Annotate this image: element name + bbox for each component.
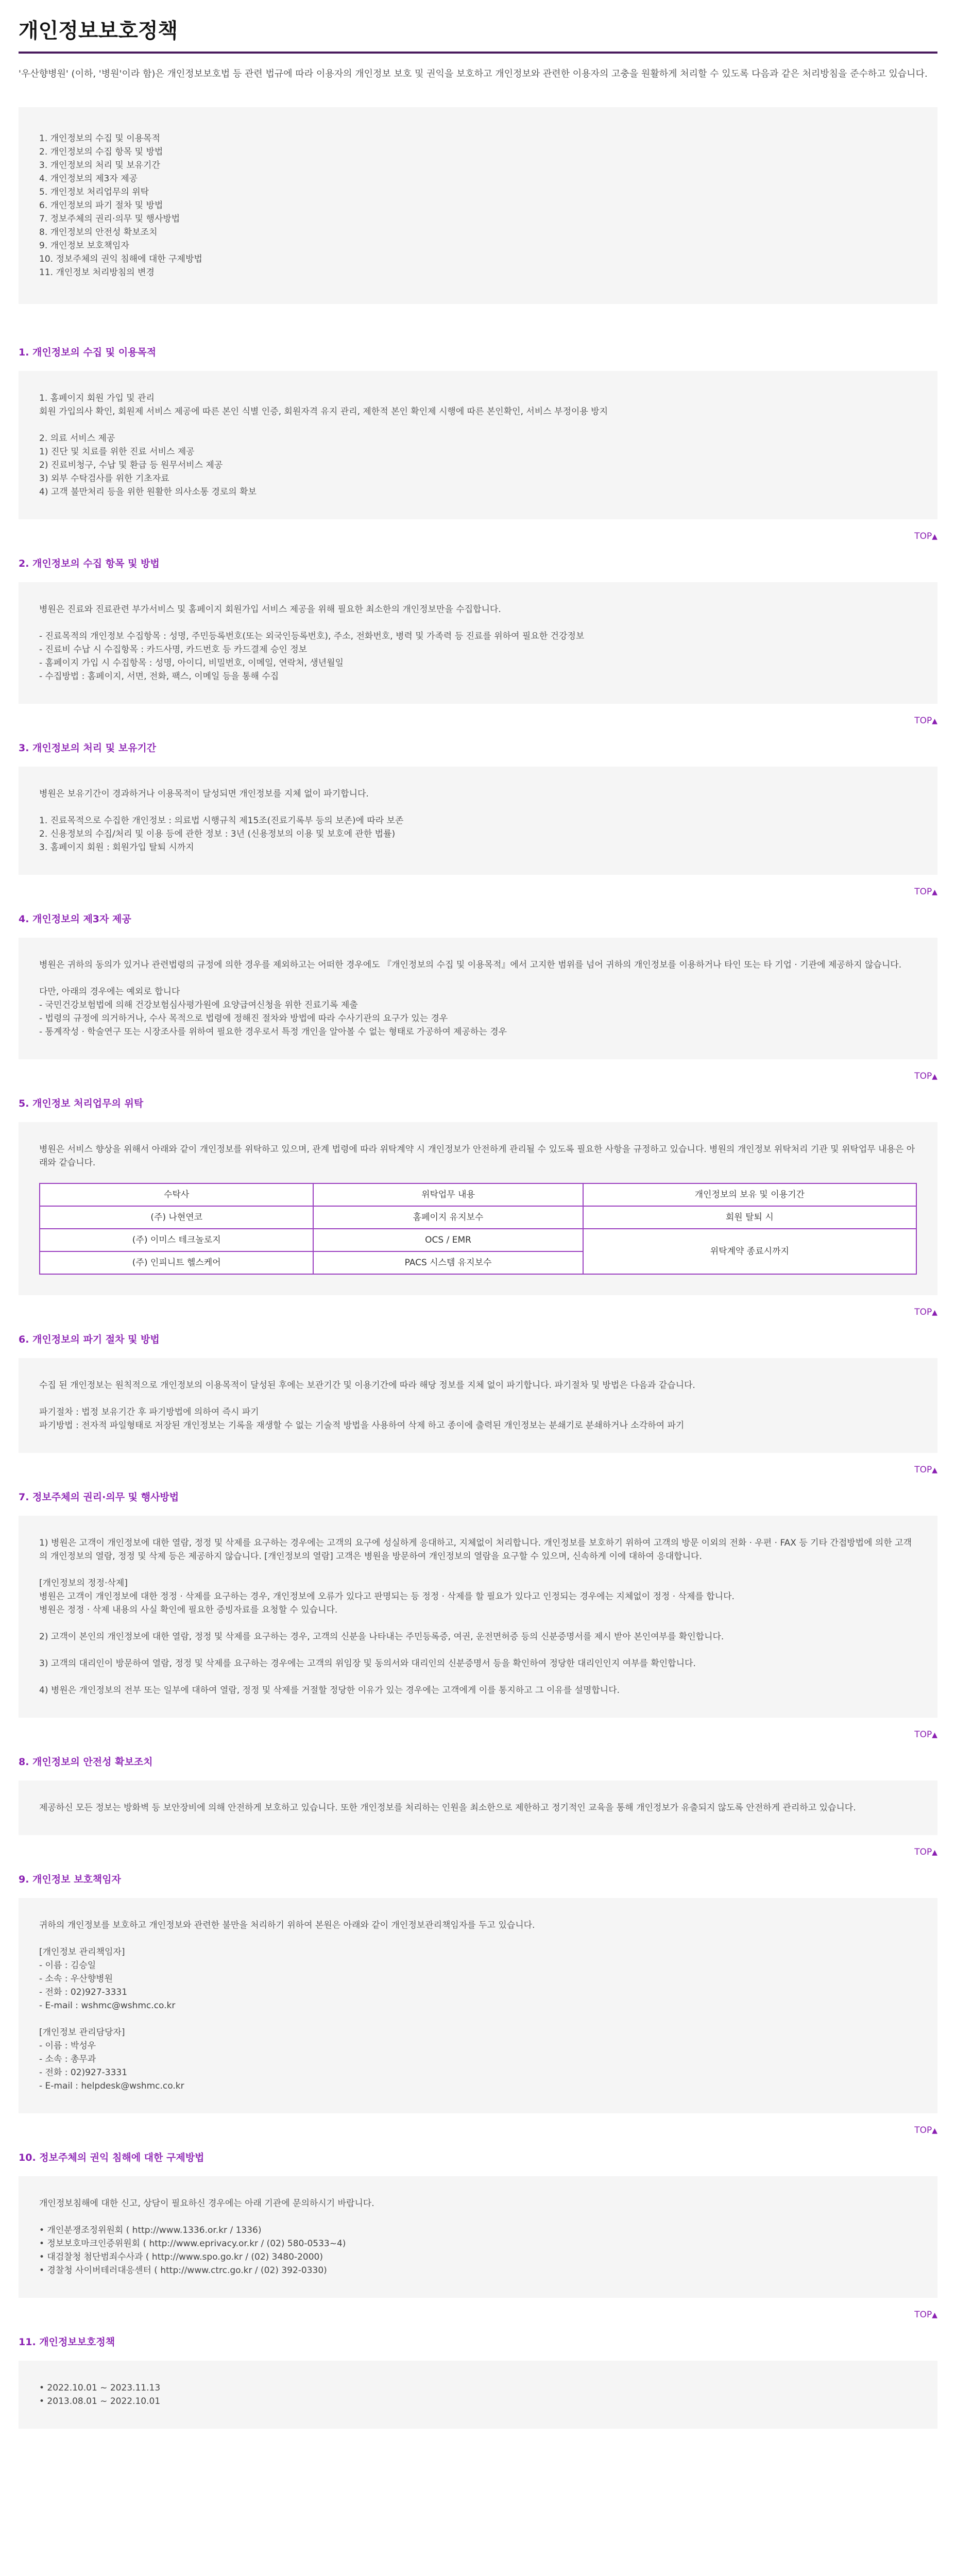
section-text-line: 2. 신용정보의 수집/처리 및 이용 등에 관한 정보 : 3년 (신용정보의 이용 및 보호에 관한 법률): [39, 829, 396, 839]
line-gap: [39, 2210, 917, 2224]
triangle-up-icon: ▲: [932, 2311, 937, 2319]
back-to-top-link[interactable]: [914, 887, 937, 897]
toc-item[interactable]: 10. 정보주체의 권익 침해에 대한 구제방법: [39, 254, 202, 264]
top-link-row: [19, 875, 937, 905]
policy-section: [19, 1332, 937, 1483]
table-row: [40, 1229, 916, 1251]
toc-item[interactable]: 5. 개인정보 처리업무의 위탁: [39, 187, 149, 197]
section-text-line: - 통계작성 · 학술연구 또는 시장조사를 위하여 필요한 경우로서 특정 개인을 알아볼 수 없는 형태로 가공하여 제공하는 경우: [39, 1027, 507, 1037]
triangle-up-icon: ▲: [932, 1309, 937, 1317]
section-body: [19, 1781, 937, 1835]
back-to-top-link[interactable]: [914, 2310, 937, 2320]
policy-section: [19, 2335, 937, 2429]
triangle-up-icon: ▲: [932, 1073, 937, 1081]
section-text-line: 병원은 보유기간이 경과하거나 이용목적이 달성되면 개인정보를 지체 없이 파기합니다.: [39, 789, 369, 799]
policy-section: [19, 345, 937, 549]
section-title: 11. 개인정보보호정책: [19, 2336, 115, 2348]
section-body: [19, 371, 937, 519]
section-text-line: - 진료비 수납 시 수집항목 : 카드사명, 카드번호 등 카드결제 승인 정보: [39, 645, 308, 655]
section-text-line: 병원은 정정 · 삭제 내용의 사실 확인에 필요한 증빙자료를 요청할 수 있습니다.: [39, 1605, 338, 1615]
policy-section: [19, 1872, 937, 2143]
policy-section: [19, 912, 937, 1089]
table-cell: 홈페이지 유지보수: [313, 1206, 583, 1229]
top-label: TOP: [914, 716, 932, 726]
section-title: 9. 개인정보 보호책임자: [19, 1874, 121, 1885]
back-to-top-link[interactable]: [914, 1465, 937, 1475]
policy-section: [19, 1490, 937, 1748]
section-body: [19, 1358, 937, 1453]
back-to-top-link[interactable]: [914, 1730, 937, 1740]
section-text-line: - 홈페이지 가입 시 수집항목 : 성명, 아이디, 비밀번호, 이메일, 연락처, 생년월일: [39, 658, 344, 668]
section-text-line: 1. 홈페이지 회원 가입 및 관리: [39, 393, 155, 403]
section-text-line: 파기절차 : 법정 보유기간 후 파기방법에 의하여 즉시 파기: [39, 1407, 259, 1417]
section-text-line: 귀하의 개인정보를 보호하고 개인정보와 관련한 불만을 처리하기 위하여 본원은 아래와 같이 개인정보관리책임자를 두고 있습니다.: [39, 1920, 535, 1930]
section-text-line: - 이름 : 김승일: [39, 1960, 96, 1971]
top-link-row: [19, 1059, 937, 1089]
line-gap: [39, 1563, 917, 1577]
section-text-line: 병원은 진료와 진료관련 부가서비스 및 홈페이지 회원가입 서비스 제공을 위해 필요한 최소한의 개인정보만을 수집합니다.: [39, 604, 501, 615]
top-label: TOP: [914, 887, 932, 897]
section-title: 6. 개인정보의 파기 절차 및 방법: [19, 1334, 160, 1345]
section-text-line: - E-mail : helpdesk@wshmc.co.kr: [39, 2081, 184, 2091]
section-text-line: 1) 진단 및 치료를 위한 진료 서비스 제공: [39, 447, 195, 457]
top-link-row: [19, 1718, 937, 1748]
section-text-line: 3) 외부 수탁검사를 위한 기초자료: [39, 473, 169, 484]
section-text-line: - 국민건강보험법에 의해 건강보험심사평가원에 요양급여신청을 위한 진료기록 제출: [39, 1000, 358, 1010]
back-to-top-link[interactable]: [914, 531, 937, 541]
top-label: TOP: [914, 1730, 932, 1740]
policy-section: [19, 2150, 937, 2328]
top-label: TOP: [914, 1307, 932, 1317]
section-text-line: • 대검찰청 첨단범죄수사과 ( http://www.spo.go.kr / (02) 3480-2000): [39, 2252, 323, 2262]
toc-item[interactable]: 8. 개인정보의 안전성 확보조치: [39, 227, 158, 238]
section-text-line: • 정보보호마크인증위원회 ( http://www.eprivacy.or.kr / (02) 580-0533~4): [39, 2239, 346, 2249]
top-link-row: [19, 1295, 937, 1325]
top-label: TOP: [914, 1071, 932, 1081]
section-body: [19, 1122, 937, 1295]
toc-item[interactable]: 4. 개인정보의 제3자 제공: [39, 174, 138, 184]
section-text-line: • 개인분쟁조정위원회 ( http://www.1336.or.kr / 1336): [39, 2225, 262, 2235]
section-text-line: - 소속 : 총무과: [39, 2054, 96, 2064]
section-text-line: 2. 의료 서비스 제공: [39, 433, 115, 444]
section-text-line: - 전화 : 02)927-3331: [39, 2067, 128, 2078]
section-text-line: [개인정보 관리책임자]: [39, 1947, 125, 1957]
top-label: TOP: [914, 2125, 932, 2136]
section-title: 10. 정보주체의 권익 침해에 대한 구제방법: [19, 2152, 204, 2163]
section-title: 2. 개인정보의 수집 항목 및 방법: [19, 558, 160, 569]
back-to-top-link[interactable]: [914, 716, 937, 726]
section-text-line: 제공하신 모든 정보는 방화벽 등 보안장비에 의해 안전하게 보호하고 있습니다. 또한 개인정보를 처리하는 인원을 최소한으로 제한하고 정기적인 교육을 통해 개인정보가 유출되지 않도록 안전하게 관리하고 있습니다.: [39, 1803, 856, 1813]
table-cell: (주) 나현연코: [40, 1206, 313, 1229]
section-title: 8. 개인정보의 안전성 확보조치: [19, 1756, 153, 1768]
table-header-cell: 위탁업무 내용: [313, 1183, 583, 1206]
triangle-up-icon: ▲: [932, 1466, 937, 1475]
section-body: [19, 1898, 937, 2113]
section-body: [19, 1516, 937, 1718]
toc-item[interactable]: 11. 개인정보 처리방침의 변경: [39, 267, 155, 278]
back-to-top-link[interactable]: [914, 1071, 937, 1081]
section-text-line: • 경찰청 사이버테러대응센터 ( http://www.ctrc.go.kr / (02) 392-0330): [39, 2265, 327, 2276]
toc-item[interactable]: 3. 개인정보의 처리 및 보유기간: [39, 160, 160, 171]
line-gap: [39, 801, 917, 814]
top-label: TOP: [914, 2310, 932, 2320]
line-gap: [39, 1617, 917, 1630]
section-title: 4. 개인정보의 제3자 제공: [19, 913, 131, 925]
section-text-line: [개인정보 관리담당자]: [39, 2027, 125, 2038]
line-gap: [39, 418, 917, 432]
line-gap: [39, 1643, 917, 1657]
line-gap: [39, 2012, 917, 2026]
section-text-line: 회원 가입의사 확인, 회원제 서비스 제공에 따른 본인 식별 인증, 회원자격 유지 관리, 제한적 본인 확인제 시행에 따른 본인확인, 서비스 부정이용 방지: [39, 406, 608, 417]
intro-text: '우산향병원' (이하, '병원'이라 함)은 개인정보보호법 등 관련 법규에 따라 이용자의 개인정보 보호 및 권익을 보호하고 개인정보와 관련한 이용자의 고충을 원활하게 처리할 수 있도록 다음과 같은 처리방침을 준수하고 있습니다.: [19, 69, 928, 79]
triangle-up-icon: ▲: [932, 533, 937, 541]
section-text-line: 1. 진료목적으로 수집한 개인정보 : 의료법 시행규칙 제15조(진료기록부 등의 보존)에 따라 보존: [39, 816, 404, 826]
table-header-row: [40, 1183, 916, 1206]
section-text-line: 3. 홈페이지 회원 : 회원가입 탈퇴 시까지: [39, 842, 194, 853]
page-title: 개인정보보호정책: [19, 19, 937, 54]
policy-section: [19, 1096, 937, 1325]
section-text-line: 다만, 아래의 경우에는 예외로 합니다: [39, 987, 180, 997]
triangle-up-icon: ▲: [932, 2127, 937, 2135]
section-body: [19, 2176, 937, 2298]
line-gap: [39, 1670, 917, 1684]
section-text-line: - 수집방법 : 홈페이지, 서면, 전화, 팩스, 이메일 등을 통해 수집: [39, 671, 279, 682]
section-text-line: 개인정보침해에 대한 신고, 상담이 필요하신 경우에는 아래 기관에 문의하시기 바랍니다.: [39, 2198, 374, 2209]
section-body: [19, 938, 937, 1059]
section-title: 1. 개인정보의 수집 및 이용목적: [19, 347, 157, 358]
outsourcing-table: [39, 1183, 917, 1275]
triangle-up-icon: ▲: [932, 1849, 937, 1857]
section-text-line: 4) 고객 불만처리 등을 위한 원활한 의사소통 경로의 확보: [39, 487, 257, 497]
section-text-line: [개인정보의 정정·삭제]: [39, 1578, 128, 1588]
table-cell: PACS 시스템 유지보수: [313, 1251, 583, 1274]
section-text-line: • 2022.10.01 ~ 2023.11.13: [39, 2383, 161, 2393]
back-to-top-link[interactable]: [914, 1307, 937, 1317]
section-text-line: 2) 진료비청구, 수납 및 환급 등 원무서비스 제공: [39, 460, 223, 470]
section-text-line: - 소속 : 우산향병원: [39, 1974, 113, 1984]
triangle-up-icon: ▲: [932, 717, 937, 725]
section-body: [19, 767, 937, 875]
table-cell: (주) 이미스 테크놀로지: [40, 1229, 313, 1251]
section-text-line: - 전화 : 02)927-3331: [39, 1987, 128, 1997]
table-cell: OCS / EMR: [313, 1229, 583, 1251]
toc-item[interactable]: 9. 개인정보 보호책임자: [39, 241, 129, 251]
table-row: [40, 1206, 916, 1229]
table-cell: 위탁계약 종료시까지: [583, 1229, 916, 1274]
section-title: 3. 개인정보의 처리 및 보유기간: [19, 742, 157, 754]
table-cell: 회원 탈퇴 시: [583, 1206, 916, 1229]
triangle-up-icon: ▲: [932, 1731, 937, 1739]
policy-section: [19, 741, 937, 905]
top-link-row: [19, 1453, 937, 1483]
line-gap: [39, 972, 917, 985]
toc-item[interactable]: 2. 개인정보의 수집 항목 및 방법: [39, 147, 163, 157]
top-label: TOP: [914, 531, 932, 541]
back-to-top-link[interactable]: [914, 2125, 937, 2136]
section-text-line: 병원은 서비스 향상을 위해서 아래와 같이 개인정보를 위탁하고 있으며, 관계 법령에 따라 위탁계약 시 개인정보가 안전하게 관리될 수 있도록 필요한 사항을 규정하고 있습니다. 병원의 개인정보 위탁처리 기관 및 위탁업무 내용은 아래와 같습니다.: [39, 1144, 915, 1168]
top-label: TOP: [914, 1465, 932, 1475]
table-cell: (주) 인피니트 헬스케어: [40, 1251, 313, 1274]
top-link-row: [19, 1835, 937, 1865]
policy-section: [19, 1755, 937, 1865]
toc-item[interactable]: 1. 개인정보의 수집 및 이용목적: [39, 133, 160, 144]
table-header-cell: 수탁사: [40, 1183, 313, 1206]
section-text-line: • 2013.08.01 ~ 2022.10.01: [39, 2396, 161, 2406]
line-gap: [39, 1392, 917, 1405]
section-body: [19, 2361, 937, 2429]
section-text-line: - 법령의 규정에 의거하거나, 수사 목적으로 법령에 정해진 절차와 방법에 따라 수사기관의 요구가 있는 경우: [39, 1013, 448, 1024]
policy-section: [19, 556, 937, 734]
top-link-row: [19, 2298, 937, 2328]
section-title: 5. 개인정보 처리업무의 위탁: [19, 1098, 144, 1109]
section-text-line: - 진료목적의 개인정보 수집항목 : 성명, 주민등록번호(또는 외국인등록번호), 주소, 전화번호, 병력 및 가족력 등 진료를 위하여 필요한 건강정보: [39, 631, 585, 641]
section-text-line: 3) 고객의 대리인이 방문하여 열람, 정정 및 삭제를 요구하는 경우에는 고객의 위임장 및 동의서와 대리인의 신분증명서 등을 확인하여 정당한 대리인인지 여부를 확인합니다.: [39, 1658, 696, 1669]
table-of-contents: [19, 107, 937, 304]
top-label: TOP: [914, 1847, 932, 1857]
section-text-line: - E-mail : wshmc@wshmc.co.kr: [39, 2001, 176, 2011]
section-text-line: 병원은 고객이 개인정보에 대한 정정 · 삭제를 요구하는 경우, 개인정보에 오류가 있다고 판명되는 등 정정 · 삭제를 할 필요가 있다고 인정되는 경우에는 지체없이 정정 · 삭제를 합니다.: [39, 1591, 735, 1602]
section-text-line: 2) 고객이 본인의 개인정보에 대한 열람, 정정 및 삭제를 요구하는 경우, 고객의 신분을 나타내는 주민등록증, 여권, 운전면허증 등의 신분증명서를 제시 받아 본인여부를 확인합니다.: [39, 1632, 724, 1642]
toc-item[interactable]: 7. 정보주체의 권리·의무 및 행사방법: [39, 214, 180, 224]
section-text-line: 수집 된 개인정보는 원칙적으로 개인정보의 이용목적이 달성된 후에는 보관기간 및 이용기간에 따라 해당 정보를 지체 없이 파기합니다. 파기절차 및 방법은 다음과 같습니다.: [39, 1380, 695, 1391]
section-text-line: 병원은 귀하의 동의가 있거나 관련법령의 규정에 의한 경우를 제외하고는 어떠한 경우에도 『개인정보의 수집 및 이용목적』에서 고지한 범위를 넘어 귀하의 개인정보를 이용하거나 타인 또는 타 기업 · 기관에 제공하지 않습니다.: [39, 960, 902, 970]
top-link-row: [19, 704, 937, 734]
top-link-row: [19, 519, 937, 549]
toc-item[interactable]: 6. 개인정보의 파기 절차 및 방법: [39, 200, 163, 211]
section-text-line: 4) 병원은 개인정보의 전부 또는 일부에 대하여 열람, 정정 및 삭제를 거절할 정당한 이유가 있는 경우에는 고객에게 이를 통지하고 그 이유를 설명합니다.: [39, 1685, 620, 1696]
line-gap: [39, 616, 917, 630]
section-title: 7. 정보주체의 권리·의무 및 행사방법: [19, 1492, 179, 1503]
top-link-row: [19, 2113, 937, 2143]
policy-sections: [19, 345, 937, 2429]
section-text-line: 파기방법 : 전자적 파일형태로 저장된 개인정보는 기록을 재생할 수 없는 기술적 방법을 사용하여 삭제 하고 종이에 출력된 개인정보는 분쇄기로 분쇄하거나 소각하여 파기: [39, 1420, 685, 1431]
section-text-line: - 이름 : 박성우: [39, 2041, 96, 2051]
table-header-cell: 개인정보의 보유 및 이용기간: [583, 1183, 916, 1206]
section-body: [19, 582, 937, 704]
section-text-line: 1) 병원은 고객이 개인정보에 대한 열람, 정정 및 삭제를 요구하는 경우에는 고객의 요구에 성실하게 응대하고, 지체없이 처리합니다. 개인정보를 보호하기 위하여 고객의 방문 이외의 전화 · 우편 · FAX 등 기타 간접방법에 의한 고객의 개인정보의 열람, 정정 및 삭제 등은 제공하지 않습니다. [개인정보의 열람] 고객은 병원을 방문하여 개인정보의 열람을 요구할 수 있으며, 신속하게 이에 대하여 응대합니다.: [39, 1538, 912, 1562]
back-to-top-link[interactable]: [914, 1847, 937, 1857]
triangle-up-icon: ▲: [932, 888, 937, 896]
line-gap: [39, 1932, 917, 1945]
